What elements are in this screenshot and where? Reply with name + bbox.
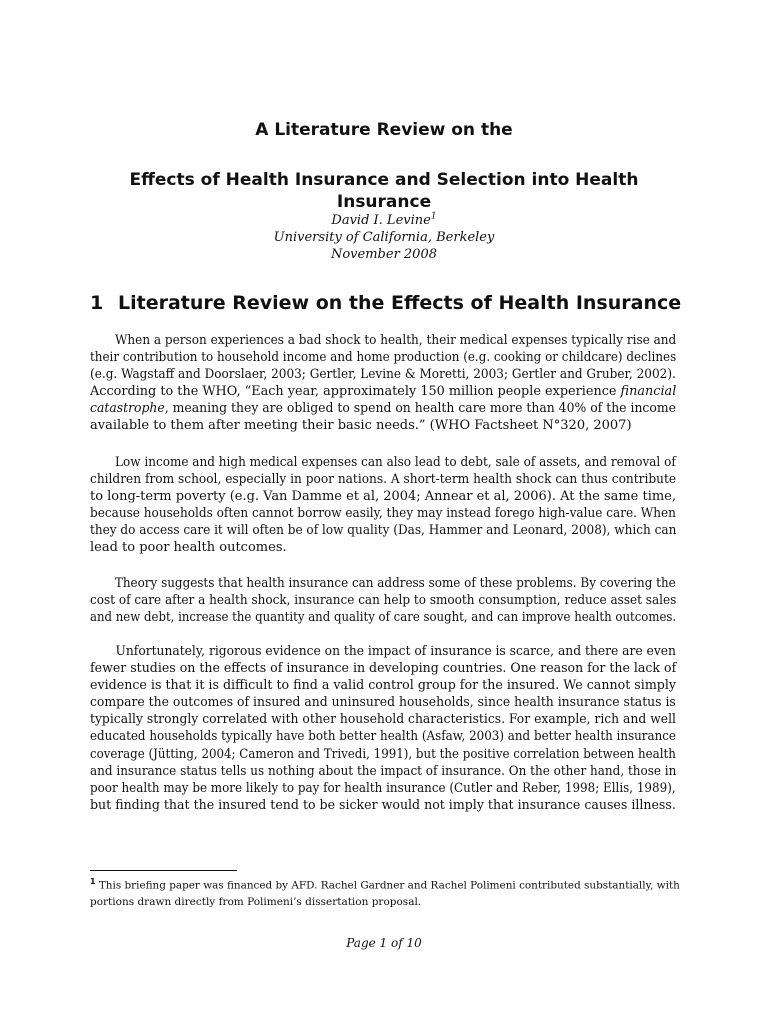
footnote-text: This briefing paper was financed by AFD. Rachel Gardner and Rachel Polimeni contributed substantially, with bbox=[95, 879, 680, 892]
paragraph-text: , meaning they are obliged to spend on health care more than 40% of the income bbox=[164, 401, 676, 417]
italic-phrase: catastrophe bbox=[90, 401, 165, 417]
paragraph-line: because households often cannot borrow easily, they may instead forego high-value care. When bbox=[90, 506, 676, 522]
paragraph-line: lead to poor health outcomes. bbox=[90, 540, 287, 556]
paragraph-line: Low income and high medical expenses can also lead to debt, sale of assets, and removal of bbox=[114, 455, 676, 470]
page-number: Page 1 of 10 bbox=[346, 936, 422, 950]
footnote-mark: 1 bbox=[90, 877, 96, 886]
document-title-line2a: Effects of Health Insurance and Selection into Health bbox=[129, 170, 639, 190]
paragraph-line: cost of care after a health shock, insurance can help to smooth consumption, reduce asset sales bbox=[90, 593, 677, 609]
paragraph-line: coverage (Jütting, 2004; Cameron and Trivedi, 1991), but the positive correlation between health bbox=[90, 746, 676, 762]
paragraph-line: typically strongly correlated with other household characteristics. For example, rich and well bbox=[90, 712, 676, 728]
paragraph-line: they do access care it will often be of low quality (Das, Hammer and Leonard, 2008), which can bbox=[90, 523, 677, 539]
footnote-line: portions drawn directly from Polimeni’s dissertation proposal. bbox=[90, 895, 422, 908]
paragraph-line: When a person experiences a bad shock to health, their medical expenses typically rise and bbox=[115, 333, 677, 348]
paragraph-line: (e.g. Wagstaff and Doorslaer, 2003; Gertler, Levine & Moretti, 2003; Gertler and Gruber, 2002). bbox=[90, 367, 676, 383]
footnote bbox=[90, 874, 680, 910]
document-title-line2b: Insurance bbox=[336, 192, 432, 212]
paragraph-1 bbox=[90, 332, 676, 435]
paragraph-line: and new debt, increase the quantity and quality of care sought, and can improve health outcomes. bbox=[90, 610, 677, 626]
paragraph-line: children from school, especially in poor nations. A short-term health shock can thus contribute bbox=[90, 472, 677, 488]
author-name: David I. Levine bbox=[331, 213, 431, 228]
paragraph-line bbox=[90, 400, 676, 417]
date: November 2008 bbox=[330, 247, 437, 262]
paragraph-line: but finding that the insured tend to be sicker would not imply that insurance causes illness. bbox=[90, 797, 676, 813]
paragraph-4 bbox=[90, 643, 676, 814]
affiliation: University of California, Berkeley bbox=[273, 230, 495, 245]
paragraph-line: evidence is that it is difficult to find a valid control group for the insured. We cannot simply bbox=[90, 678, 677, 694]
paragraph-3 bbox=[90, 575, 676, 626]
section-number: 1 bbox=[90, 292, 104, 314]
paragraph-line: Theory suggests that health insurance can address some of these problems. By covering the bbox=[114, 576, 676, 591]
footnote-line bbox=[90, 874, 680, 894]
italic-phrase: financial bbox=[620, 384, 677, 400]
section-title: Literature Review on the Effects of Health Insurance bbox=[118, 292, 682, 314]
paragraph-2 bbox=[90, 454, 676, 557]
paragraph-line bbox=[90, 383, 677, 400]
footnote-separator bbox=[90, 870, 237, 871]
document-title-line2 bbox=[90, 169, 678, 213]
paragraph-line: compare the outcomes of insured and uninsured households, since health insurance status is bbox=[90, 695, 676, 711]
paragraph-line: fewer studies on the effects of insurance in developing countries. One reason for the lack of bbox=[90, 661, 677, 677]
paragraph-line: poor health may be more likely to pay for health insurance (Cutler and Reber, 1998; Ellis, 1989), bbox=[90, 780, 676, 796]
paragraph-line: Unfortunately, rigorous evidence on the impact of insurance is scarce, and there are even bbox=[115, 644, 676, 659]
document-title-line1: A Literature Review on the bbox=[255, 120, 513, 140]
paragraph-line: available to them after meeting their basic needs.” (WHO Factsheet N°320, 2007) bbox=[90, 418, 632, 434]
section-heading bbox=[90, 291, 690, 315]
paragraph-line: and insurance status tells us nothing about the impact of insurance. On the other hand, those in bbox=[90, 763, 677, 779]
paragraph-line: their contribution to household income and home production (e.g. cooking or childcare) declines bbox=[90, 350, 677, 366]
paragraph-line: to long-term poverty (e.g. Van Damme et al, 2004; Annear et al, 2006). At the same time, bbox=[90, 489, 676, 505]
paragraph-text: According to the WHO, “Each year, approximately 150 million people experience bbox=[90, 384, 621, 400]
paragraph-line: educated households typically have both better health (Asfaw, 2003) and better health insurance bbox=[90, 729, 676, 745]
author-footnote-mark: 1 bbox=[430, 211, 437, 222]
author bbox=[90, 213, 678, 229]
